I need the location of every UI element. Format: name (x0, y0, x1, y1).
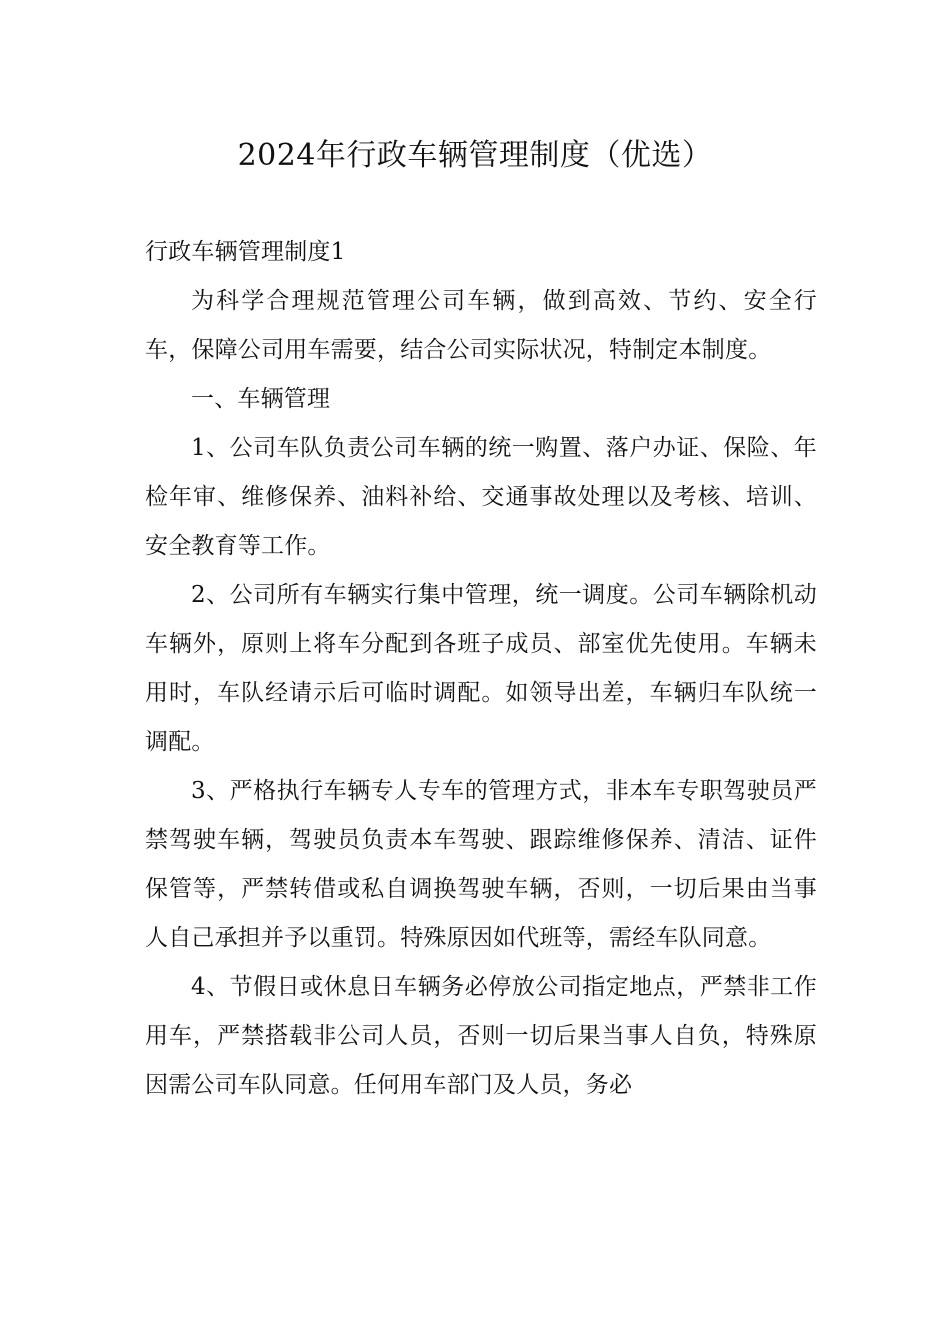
paragraph-item-1: 1、公司车队负责公司车辆的统一购置、落户办证、保险、年检年审、维修保养、油料补给、交通事故处理以及考核、培训、安全教育等工作。 (145, 435, 817, 559)
paragraph-item-2: 2、公司所有车辆实行集中管理，统一调度。公司车辆除机动车辆外，原则上将车分配到各班子成员、部室优先使用。车辆未用时，车队经请示后可临时调配。如领导出差，车辆归车队统一调配。 (145, 582, 817, 755)
paragraph-intro: 为科学合理规范管理公司车辆，做到高效、节约、安全行车，保障公司用车需要，结合公司实际状况，特制定本制度。 (145, 288, 817, 363)
document-title: 2024年行政车辆管理制度（优选） (237, 138, 713, 173)
section-heading: 行政车辆管理制度1 (145, 239, 346, 265)
subsection-heading-vehicle-management: 一、车辆管理 (191, 386, 331, 412)
paragraph-item-4: 4、节假日或休息日车辆务必停放公司指定地点，严禁非工作用车，严禁搭载非公司人员，否则一切后果当事人自负，特殊原因需公司车队同意。任何用车部门及人员，务必 (145, 974, 817, 1098)
document-body (145, 228, 817, 1110)
paragraph-item-3: 3、严格执行车辆专人专车的管理方式，非本车专职驾驶员严禁驾驶车辆，驾驶员负责本车驾驶、跟踪维修保养、清洁、证件保管等，严禁转借或私自调换驾驶车辆，否则，一切后果由当事人自己承担并予以重罚。特殊原因如代班等，需经车队同意。 (145, 778, 817, 951)
